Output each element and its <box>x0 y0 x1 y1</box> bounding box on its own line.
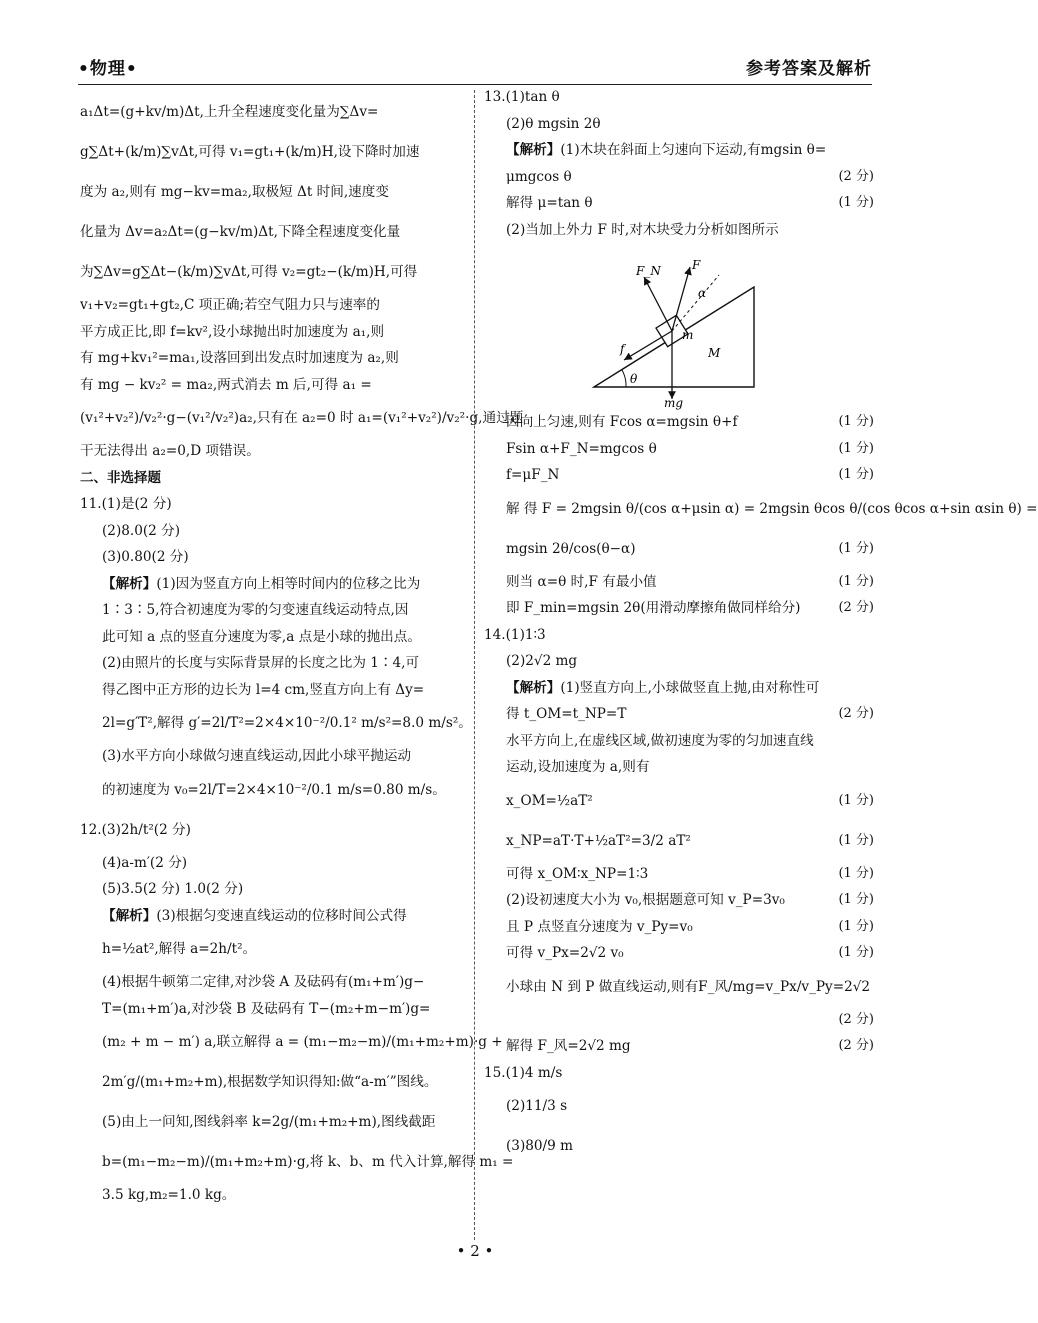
text-line <box>484 489 1038 529</box>
text-line <box>484 821 874 861</box>
text-line <box>80 929 468 969</box>
line-text: 解得 μ=tan θ <box>506 195 593 211</box>
line-text: (2)设初速度大小为 v₀,根据题意可知 v_P=3v₀ <box>506 892 785 908</box>
section-title: 参考答案及解析 <box>746 59 872 79</box>
text-line <box>484 861 874 888</box>
line-text: a₁Δt=(g+kv/m)Δt,上升全程速度变化量为∑Δv= <box>80 104 379 120</box>
line-text: 可得 v_Px=2√2 v₀ <box>506 945 624 961</box>
line-text: 水平方向上,在虚线区域,做初速度为零的匀加速直线 <box>506 732 814 749</box>
text-line <box>484 648 874 675</box>
text-line <box>484 569 874 596</box>
text-line <box>484 529 874 569</box>
line-text: 2l=g′T²,解得 g′=2l/T²=2×4×10⁻²/0.1² m/s²=8.0 m/s²。 <box>102 715 472 731</box>
text-line <box>80 1022 503 1062</box>
line-text: 15.(1)4 m/s <box>484 1064 563 1081</box>
friction-arrow <box>624 331 672 360</box>
text-line <box>484 217 874 244</box>
text-line <box>484 595 874 622</box>
line-text: 小球由 N 到 P 做直线运动,则有F_风/mg=v_Px/v_Py=2√2 <box>506 978 871 995</box>
score-label: (1 分) <box>838 832 874 848</box>
line-text: 2m′g/(m₁+m₂+m),根据数学知识得知:做“a-m′”图线。 <box>102 1074 438 1090</box>
score-label: (1 分) <box>838 540 874 556</box>
score-label: (1 分) <box>838 414 874 429</box>
analysis-tag: 【解析】 <box>102 575 157 592</box>
text-line <box>80 252 468 292</box>
line-text: 即 F_min=mgsin 2θ(用滑动摩擦角做同样给分) <box>506 600 801 616</box>
text-line <box>484 1007 874 1034</box>
label-m: m <box>682 328 694 342</box>
line-text: mgsin 2θ/cos(θ−α) <box>506 540 636 557</box>
text-line <box>80 770 468 810</box>
text-line <box>80 491 468 518</box>
text-line <box>484 754 874 781</box>
line-text: (2)当加上外力 F 时,对木块受力分析如图所示 <box>506 221 779 238</box>
score-label: (2 分) <box>838 168 874 184</box>
right-column <box>484 84 1038 1166</box>
line-text: 为∑Δv=g∑Δt−(k/m)∑vΔt,可得 v₂=gt₂−(k/m)H,可得 <box>80 264 418 280</box>
text-line <box>80 743 468 770</box>
text-line <box>80 1102 468 1142</box>
line-text: 13.(1)tan θ <box>484 89 560 105</box>
line-text: (4)a-m′(2 分) <box>102 854 188 871</box>
text-line <box>80 92 468 132</box>
applied-force-arrow <box>672 267 690 331</box>
line-text: x_NP=aT·T+½aT²=3/2 aT² <box>506 832 691 849</box>
line-text: v₁+v₂=gt₁+gt₂,C 项正确;若空气阻力只与速率的 <box>80 297 380 313</box>
score-label: (2 分) <box>838 1038 874 1053</box>
line-text: 1∶3∶5,符合初速度为零的匀变速直线运动特点,因 <box>102 602 409 618</box>
line-text: 【解析】(1)因为竖直方向上相等时间内的位移之比为 <box>102 575 421 592</box>
line-text: 有 mg+kv₁²=ma₁,设落回到出发点时加速度为 a₂,则 <box>80 350 399 366</box>
normal-force-arrow <box>644 277 672 331</box>
line-text: (2)由照片的长度与实际背景屏的长度之比为 1∶4,可 <box>102 655 420 671</box>
text-line <box>484 728 874 755</box>
text-line <box>484 137 874 164</box>
line-text: 且 P 点竖直分速度为 v_Py=v₀ <box>506 918 693 935</box>
line-text: T=(m₁+m′)a,对沙袋 B 及砝码有 T−(m₂+m−m′)g= <box>102 1000 431 1017</box>
text-line <box>484 781 874 821</box>
text-line <box>80 903 468 930</box>
text-line <box>484 940 874 967</box>
text-line <box>80 597 468 624</box>
score-label: (1 分) <box>838 467 874 482</box>
text-line <box>80 345 468 372</box>
line-text: 3.5 kg,m₂=1.0 kg。 <box>102 1187 236 1203</box>
line-text: (2)θ mgsin 2θ <box>506 115 601 132</box>
line-text: (5)3.5(2 分) 1.0(2 分) <box>102 881 244 897</box>
text-line <box>484 164 874 191</box>
line-text: (3)80/9 m <box>506 1138 573 1154</box>
line-text: (4)根据牛顿第二定律,对沙袋 A 及砝码有(m₁+m′)g− <box>102 974 425 990</box>
analysis-tag: 【解析】 <box>506 679 561 696</box>
line-text: 解得 F_风=2√2 mg <box>506 1038 631 1054</box>
line-text: 度为 a₂,则有 mg−kv=ma₂,取极短 Δt 时间,速度变 <box>80 184 389 200</box>
text-line <box>484 701 874 728</box>
text-line <box>80 677 468 704</box>
line-text: 二、非选择题 <box>80 469 161 486</box>
line-text: μmgcos θ <box>506 168 572 185</box>
line-text: 有 mg − kv₂² = ma₂,两式消去 m 后,可得 a₁ = <box>80 376 372 393</box>
label-alpha: α <box>698 286 707 300</box>
line-text: (5)由上一问知,图线斜率 k=2g/(m₁+m₂+m),图线截距 <box>102 1114 436 1130</box>
score-label: (1 分) <box>838 573 874 589</box>
text-line <box>80 1062 468 1102</box>
text-line <box>484 409 874 436</box>
line-text: (2)2√2 mg <box>506 653 578 669</box>
analysis-tag: 【解析】 <box>102 907 157 924</box>
score-label: (1 分) <box>838 918 874 934</box>
text-line <box>484 967 874 1007</box>
line-text: h=½at²,解得 a=2h/t²。 <box>102 941 257 957</box>
text-line <box>484 190 874 217</box>
score-label: (1 分) <box>838 892 874 907</box>
text-line <box>80 624 468 651</box>
text-line <box>80 172 468 212</box>
text-line <box>80 212 468 252</box>
text-line <box>80 438 468 465</box>
text-line <box>484 622 874 649</box>
text-line <box>484 1126 874 1166</box>
score-label: (2 分) <box>838 1011 874 1027</box>
line-text: (m₂ + m − m′) a,联立解得 a = (m₁−m₂−m)/(m₁+m₂+m)·g + <box>102 1034 503 1050</box>
text-line <box>80 372 468 399</box>
line-text: 14.(1)1∶3 <box>484 626 546 643</box>
text-line <box>80 465 468 492</box>
line-text: 【解析】(3)根据匀变速直线运动的位移时间公式得 <box>102 907 407 924</box>
text-line <box>80 876 468 903</box>
page-number: • 2 • <box>456 1242 494 1260</box>
line-text: (v₁²+v₂²)/v₂²·g−(v₁²/v₂²)a₂,只有在 a₂=0 时 a₁=(v₁²+v₂²)/v₂²·g,通过题 <box>80 410 524 426</box>
line-text: x_OM=½aT² <box>506 792 593 809</box>
line-text: 得乙图中正方形的边长为 l=4 cm,竖直方向上有 Δy= <box>102 681 425 698</box>
line-text: (2)8.0(2 分) <box>102 522 181 539</box>
subject-label: •物理• <box>78 59 138 79</box>
text-line <box>484 462 874 489</box>
analysis-tag: 【解析】 <box>506 142 561 158</box>
text-line <box>80 398 524 438</box>
text-line <box>484 887 874 914</box>
line-text: 【解析】(1)木块在斜面上匀速向下运动,有mgsin θ= <box>506 142 827 158</box>
line-text: 解 得 F = 2mgsin θ/(cos α+μsin α) = 2mgsin θcos θ/(cos θcos α+sin αsin θ) = <box>506 500 1038 517</box>
line-text: 12.(3)2h/t²(2 分) <box>80 821 191 838</box>
line-text: 得 t_OM=t_NP=T <box>506 706 627 722</box>
line-text: g∑Δt+(k/m)∑vΔt,可得 v₁=gt₁+(k/m)H,设下降时加速 <box>80 144 420 160</box>
score-label: (1 分) <box>838 195 874 210</box>
text-line <box>80 810 468 850</box>
line-text: 化量为 Δv=a₂Δt=(g−kv/m)Δt,下降全程速度变化量 <box>80 224 401 240</box>
line-text: 运动,设加速度为 a,则有 <box>506 759 650 775</box>
line-text: 【解析】(1)竖直方向上,小球做竖直上抛,由对称性可 <box>506 679 820 696</box>
theta-arc <box>622 370 626 387</box>
label-theta: θ <box>630 372 638 386</box>
line-text: 因向上匀速,则有 Fcos α=mgsin θ+f <box>506 414 738 430</box>
score-label: (1 分) <box>838 792 874 808</box>
text-line <box>80 850 468 877</box>
text-line <box>484 84 874 111</box>
text-line <box>80 292 468 319</box>
text-line <box>484 675 874 702</box>
line-text: Fsin α+F_N=mgcos θ <box>506 440 657 457</box>
score-label: (1 分) <box>838 440 874 456</box>
line-text: 的初速度为 v₀=2l/T=2×4×10⁻²/0.1 m/s=0.80 m/s。 <box>102 781 446 798</box>
text-line <box>80 571 468 598</box>
line-text: 则当 α=θ 时,F 有最小值 <box>506 573 657 590</box>
text-line <box>484 1086 874 1126</box>
text-line <box>484 111 874 138</box>
line-text: (2)11/3 s <box>506 1098 568 1114</box>
line-text: 干无法得出 a₂=0,D 项错误。 <box>80 443 260 459</box>
score-label: (2 分) <box>838 600 874 615</box>
text-line <box>80 1182 468 1209</box>
line-text: 可得 x_OM∶x_NP=1∶3 <box>506 865 649 882</box>
score-label: (2 分) <box>838 706 874 721</box>
column-divider <box>474 90 475 1240</box>
line-text: 此可知 a 点的竖直分速度为零,a 点是小球的抛出点。 <box>102 628 421 645</box>
text-line <box>484 436 874 463</box>
page-header <box>78 50 872 85</box>
text-line <box>80 544 468 571</box>
line-text: f=μF_N <box>506 467 560 483</box>
line-text: 平方成正比,即 f=kv²,设小球抛出时加速度为 a₁,则 <box>80 323 385 340</box>
label-big-m: M <box>708 346 721 360</box>
label-mg: mg <box>664 396 684 410</box>
text-line <box>80 1142 514 1182</box>
text-line <box>80 518 468 545</box>
score-label: (1 分) <box>838 945 874 960</box>
label-f-force: F <box>692 258 701 272</box>
text-line <box>80 319 468 346</box>
text-line <box>484 914 874 941</box>
text-line <box>80 132 468 172</box>
line-text: (3)0.80(2 分) <box>102 549 189 565</box>
score-label: (1 分) <box>838 865 874 881</box>
text-line <box>80 650 468 677</box>
incline-force-diagram <box>584 247 864 410</box>
label-friction: f <box>620 342 625 356</box>
label-fn: F_N <box>636 264 661 278</box>
line-text: b=(m₁−m₂−m)/(m₁+m₂+m)·g,将 k、b、m 代入计算,解得 m₁ = <box>102 1154 514 1170</box>
text-line <box>80 996 468 1023</box>
line-text: (3)水平方向小球做匀速直线运动,因此小球平抛运动 <box>102 748 412 764</box>
line-text: 11.(1)是(2 分) <box>80 496 172 512</box>
text-line <box>80 703 472 743</box>
text-line <box>80 969 468 996</box>
text-line <box>484 1033 874 1060</box>
text-line <box>484 1060 874 1087</box>
